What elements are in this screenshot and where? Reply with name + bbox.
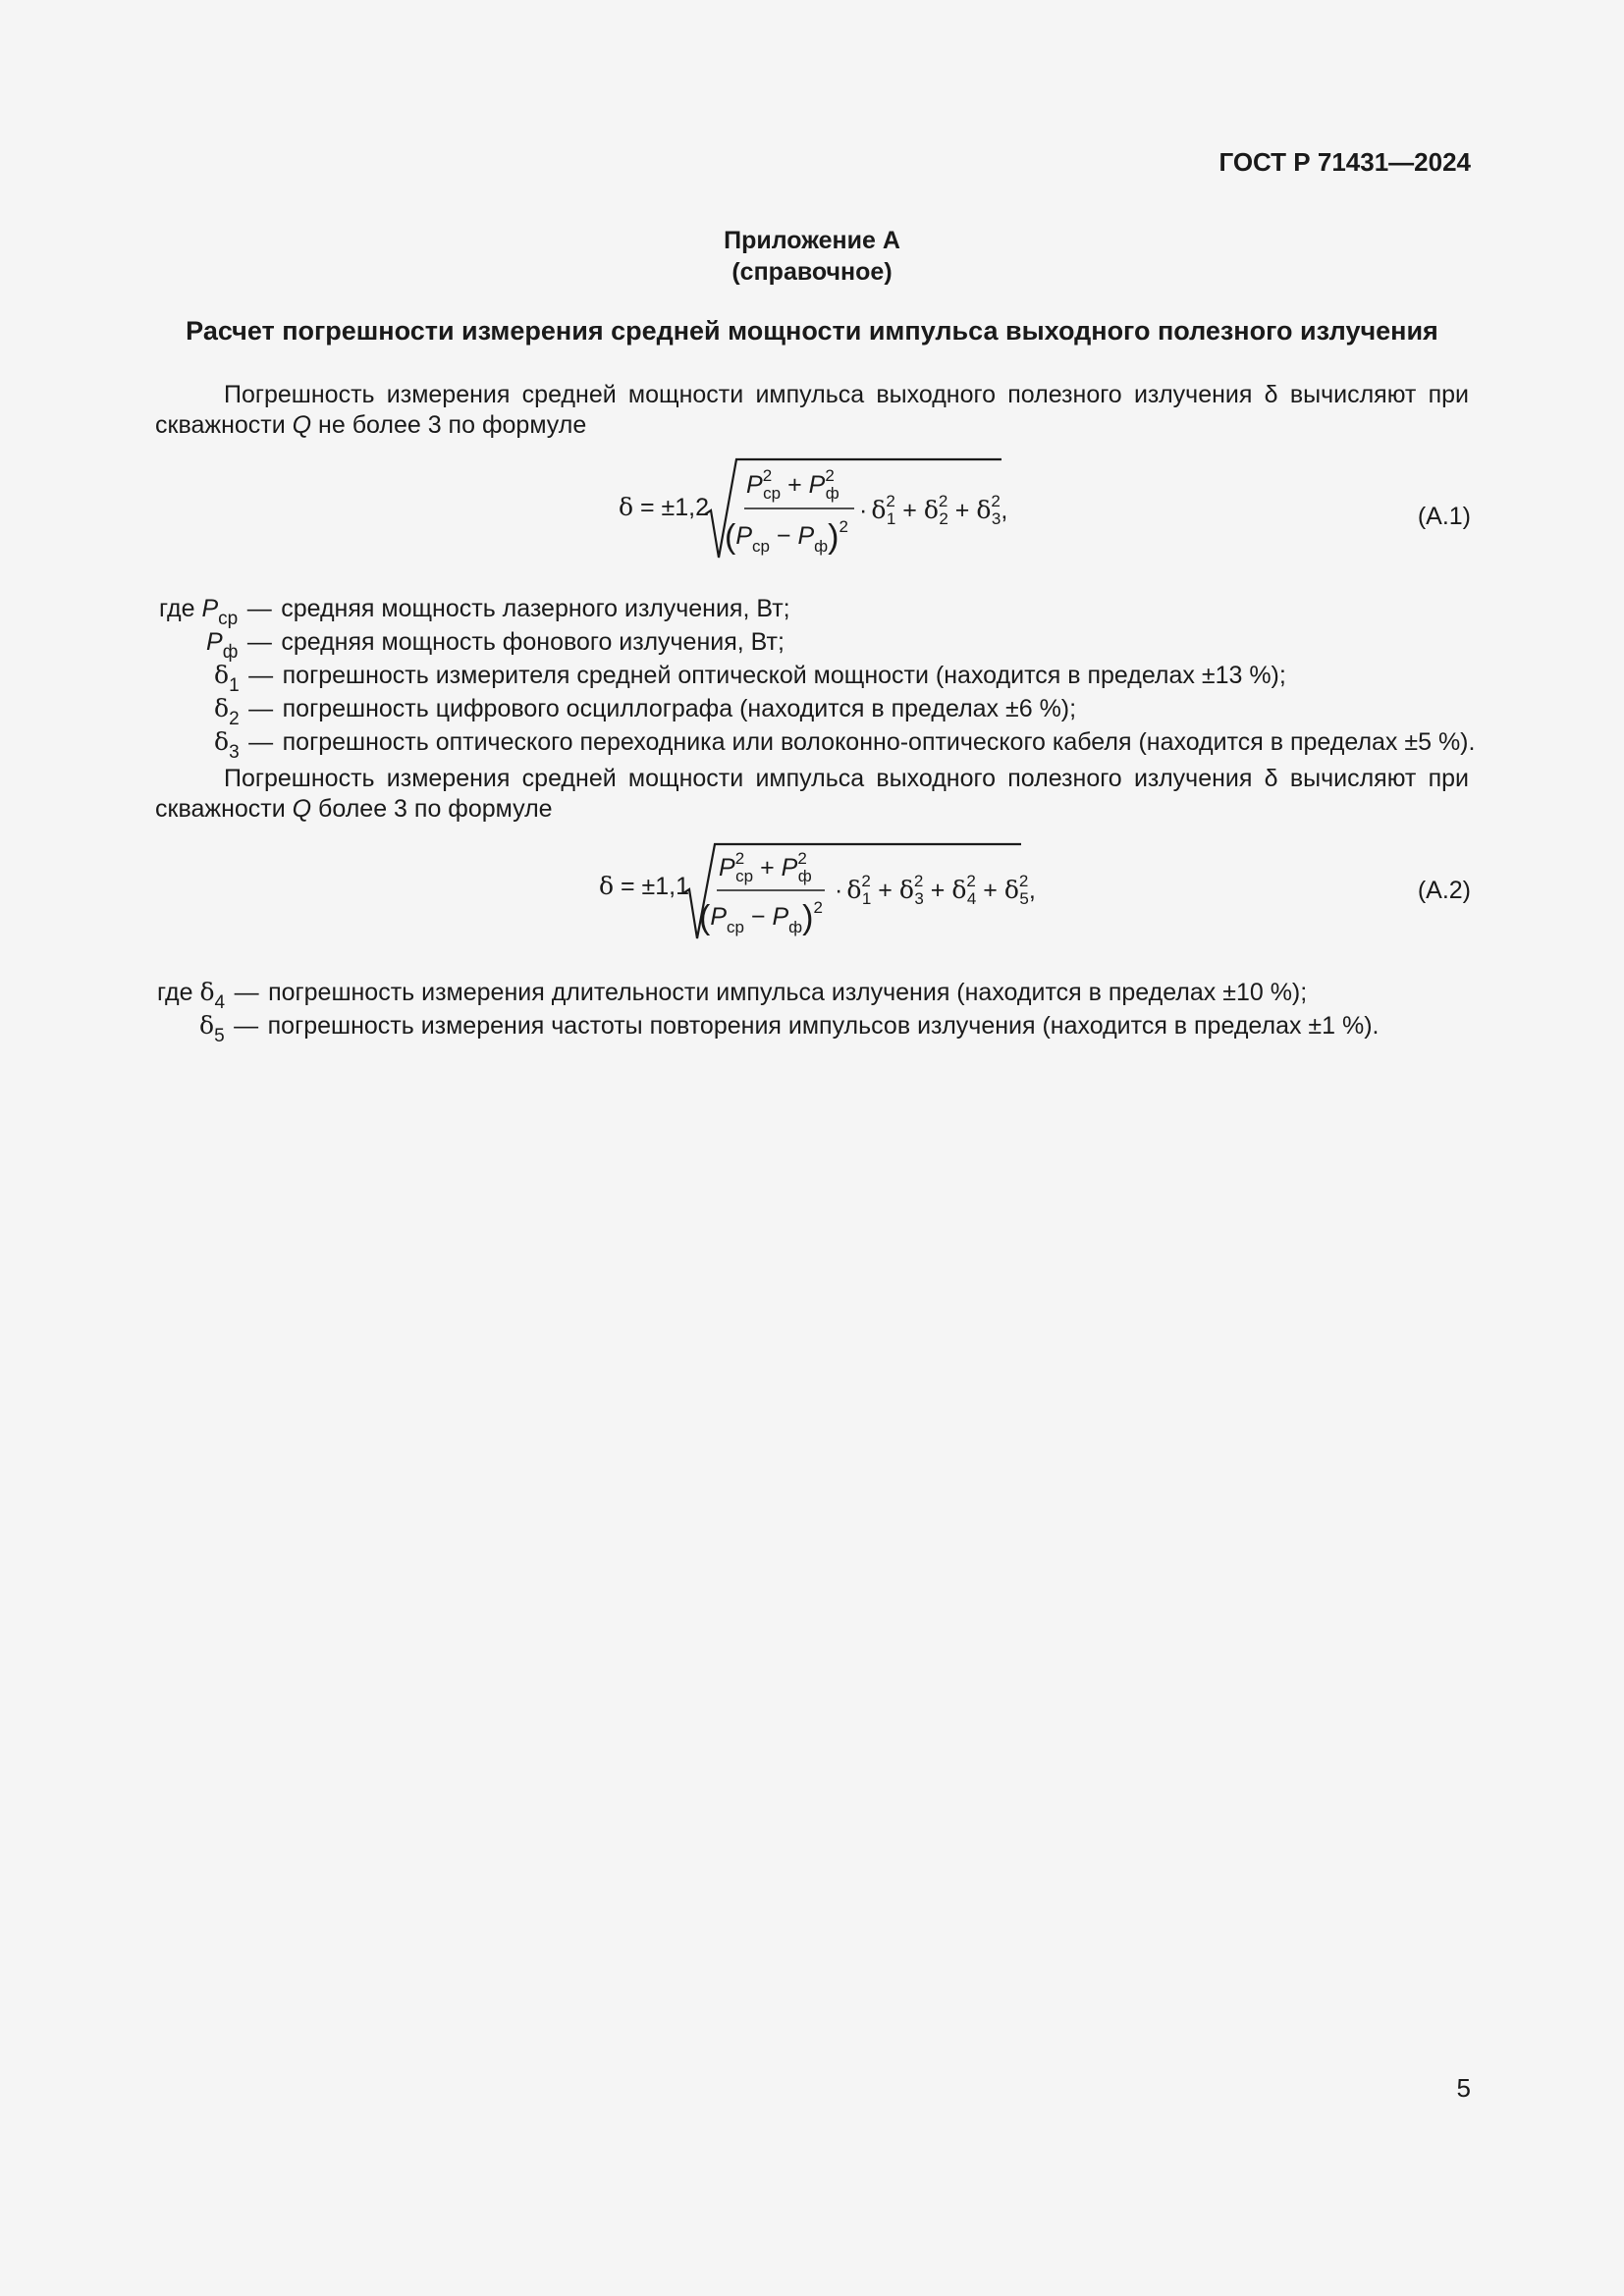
page-number: 5 (1456, 2073, 1471, 2103)
dash: — (248, 728, 274, 756)
definition-prefix: где (157, 979, 200, 1006)
definition-text: погрешность оптического переходника или волоконно-оптического кабеля (находится в пределах ±5 %). (282, 728, 1476, 756)
appendix-status: (справочное) (731, 258, 893, 286)
paragraph-1-var: Q (292, 411, 312, 439)
definition-text: средняя мощность лазерного излучения, Вт; (281, 595, 790, 622)
definition-symbol: $\delta_3$ (214, 727, 240, 763)
dash: — (246, 628, 272, 656)
appendix-heading (0, 225, 1624, 288)
dash: — (234, 1012, 259, 1040)
definition-text: погрешность цифрового осциллографа (находится в пределах ±6 %); (282, 695, 1077, 722)
paragraph-2-before: Погрешность измерения средней мощности импульса выходного полезного излучения δ вычисляют при скважности (155, 765, 1469, 823)
definition-text: погрешность измерителя средней оптической мощности (находится в пределах ±13 %); (282, 662, 1286, 689)
svg-text:P2ср + P2ф: $P^2$ ср + $P^2$ ф (719, 849, 812, 885)
formula-2 (589, 836, 1041, 949)
paragraph-1-before: Погрешность измерения средней мощности импульса выходного полезного излучения δ вычисляют при скважности (155, 381, 1469, 439)
svg-text:δ = ±1,2: δ = ±1,2 (619, 493, 710, 521)
paragraph-2-after: более 3 по формуле (311, 795, 553, 823)
dash: — (234, 979, 259, 1006)
definition-symbol: $P_{ср}$ (201, 595, 239, 629)
definition-symbol: $\delta_2$ (214, 694, 240, 729)
definition-symbol: $P_ф$ (206, 628, 239, 663)
definition-text: погрешность измерения длительности импульса излучения (находится в пределах ±10 %); (268, 979, 1308, 1006)
paragraph-2 (155, 764, 1469, 825)
paragraph-1-after: не более 3 по формуле (311, 411, 587, 439)
paragraph-2-var: Q (292, 795, 312, 823)
definition-symbol: $\delta_1$ (214, 661, 240, 696)
formula-2-label: (А.2) (1417, 877, 1471, 904)
section-title: Расчет погрешности измерения средней мощности импульса выходного полезного излучения (186, 316, 1438, 346)
standard-id: ГОСТ Р 71431—2024 (1218, 147, 1471, 177)
formula-1 (609, 454, 1021, 566)
paragraph-1 (155, 380, 1469, 441)
definition-prefix: где (159, 595, 202, 622)
formula-1-label: (А.1) (1417, 503, 1471, 530)
formula-2-graphic (589, 836, 1041, 949)
svg-text:·δ21 + δ22 + δ23,: · $\delta^2$ $1 + \delta^2$ $2 + \delta^2$ 3, (859, 492, 1008, 528)
dash: — (248, 695, 274, 722)
definition-text: средняя мощность фонового излучения, Вт; (281, 628, 785, 656)
definition-symbol: $\delta_4$ (199, 978, 226, 1013)
formula-1-graphic (609, 454, 1021, 566)
definition-symbol: $\delta_5$ (199, 1011, 225, 1046)
svg-text:δ = ±1,1: δ = ±1,1 (599, 872, 690, 900)
svg-text:P2ср + P2ф: $P^2$ ср + $P^2$ ф (746, 466, 839, 503)
dash: — (246, 595, 272, 622)
dash: — (248, 662, 274, 689)
appendix-title: Приложение А (724, 227, 900, 254)
svg-text:(Pср − Pф)2: $(P_{ср} - P_ф)^2$ (699, 898, 823, 936)
definition-text: погрешность измерения частоты повторения импульсов излучения (находится в пределах ±1 %). (267, 1012, 1380, 1040)
definition-row (199, 1009, 1380, 1053)
svg-text:(Pср − Pф)2: $(P_{ср} - P_ф)^2$ (725, 517, 848, 556)
svg-text:·δ21 + δ23 + δ24 + δ25,: · $\delta^2$ $1 + \delta^2$ $3 + \delta^2$ $4 + \delta^2$ 5, (835, 872, 1036, 908)
